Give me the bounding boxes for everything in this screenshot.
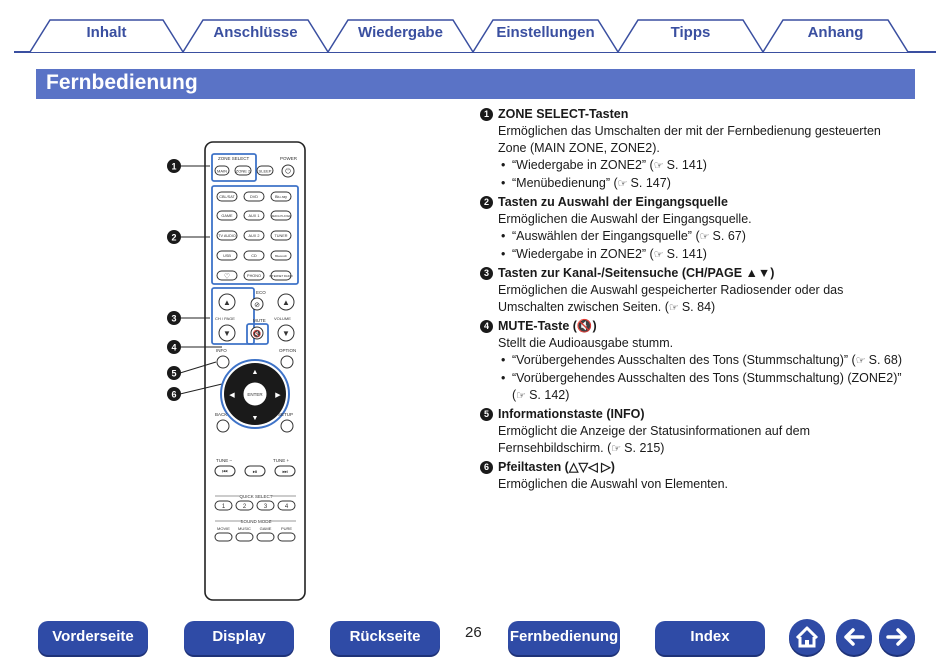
sound-mode-button [278, 533, 295, 541]
tune-minus-label: TUNE – [216, 458, 233, 463]
power-label: POWER [280, 156, 298, 161]
source-button-label: TV AUDIO [218, 234, 236, 238]
source-button-label: GAME [221, 214, 233, 218]
quick-select-number: 2 [242, 504, 247, 510]
source-button-label: AUX 2 [248, 234, 260, 238]
tab-wiedergabe[interactable]: Wiedergabe [358, 24, 443, 41]
ch-up-icon: ▲ [223, 298, 231, 307]
sound-mode-label: PURE [280, 526, 293, 531]
bullet-item: • “Menübedienung” (☞ S. 147) [498, 175, 910, 193]
arrow-left-icon: ◀ [229, 392, 235, 399]
sound-mode-button [236, 533, 253, 541]
item-title: Tasten zur Kanal-/Seitensuche (CH/PAGE ▲▼) [498, 266, 775, 280]
arrow-right-icon: ▶ [275, 392, 281, 399]
back-arrow-button[interactable] [836, 619, 872, 655]
info-button [217, 356, 229, 368]
sound-mode-label: SOUND MODE [240, 519, 272, 524]
description-item [480, 318, 910, 405]
item-heading [480, 265, 910, 282]
quick-select-label: QUICK SELECT [239, 494, 273, 499]
footer-button-index[interactable]: Index [655, 621, 765, 655]
item-number-badge: 4 [480, 320, 493, 333]
home-button[interactable] [789, 619, 825, 655]
arrow-left-icon [836, 619, 872, 655]
item-text: Ermöglichen die Auswahl der Eingangsquelle. [498, 212, 752, 226]
reference-hand-icon: ☞ [611, 443, 625, 455]
tab-anschluesse[interactable]: Anschlüsse [213, 24, 298, 41]
page-number: 26 [465, 624, 482, 641]
svg-text:1: 1 [171, 161, 177, 172]
bullet-item: • “Vorübergehendes Ausschalten des Tons (Stummschaltung) (ZONE2)” (☞ S. 142) [498, 370, 910, 405]
favorite-icon: ♡ [223, 273, 231, 281]
sound-mode-label: MUSIC [238, 526, 251, 531]
svg-text:2: 2 [171, 232, 177, 243]
item-title: Pfeiltasten (△▽◁ ▷) [498, 460, 615, 474]
sleep-button: SLEEP [258, 168, 272, 174]
ch-down-icon: ▼ [223, 329, 231, 338]
arrow-up-icon: ▲ [251, 369, 259, 376]
item-title: Informationstaste (INFO) [498, 407, 645, 421]
source-button-label: INTERNET RADIO [269, 274, 293, 278]
item-body [498, 476, 910, 493]
item-number-badge: 1 [480, 108, 493, 121]
sound-mode-button [215, 533, 232, 541]
reference-hand-icon: ☞ [653, 249, 667, 261]
item-heading [480, 318, 910, 335]
page-reference-link[interactable]: S. 68 [868, 353, 898, 367]
footer-button-rueckseite[interactable]: Rückseite [330, 621, 440, 655]
setup-button [281, 420, 293, 432]
volume-up-icon: ▲ [282, 298, 290, 307]
arrow-right-icon [879, 619, 915, 655]
sound-mode-label: GAME [259, 526, 272, 531]
home-icon [789, 619, 825, 655]
item-heading [480, 194, 910, 211]
source-button-label: TUNER [274, 234, 288, 238]
page-title: Fernbedienung [46, 71, 198, 94]
source-button-label: USB [223, 254, 231, 258]
zone-select-label: ZONE SELECT [218, 156, 250, 161]
item-body [498, 335, 910, 405]
item-body [498, 282, 910, 317]
tab-anhang[interactable]: Anhang [807, 24, 864, 41]
item-body [498, 123, 910, 193]
item-text: Ermöglichen das Umschalten der mit der Fernbedienung gesteuerten Zone (MAIN ZONE, ZONE2). [498, 124, 881, 155]
source-button-label: DVD [249, 195, 259, 199]
back-button [217, 420, 229, 432]
info-label: INFO [216, 348, 227, 353]
back-label: BACK [215, 412, 228, 417]
item-body [498, 211, 910, 264]
source-button-label: PHONO [247, 274, 261, 278]
source-button-label: MEDIA PLAYER [270, 214, 292, 218]
svg-text:4: 4 [171, 342, 177, 353]
tab-einstellungen[interactable]: Einstellungen [496, 24, 595, 41]
page-reference-link[interactable]: S. 147 [630, 176, 667, 190]
power-icon: ⏻ [285, 168, 291, 176]
sound-mode-button [257, 533, 274, 541]
source-button-label: CBL/SAT [219, 195, 235, 199]
mute-label: MUTE [253, 318, 266, 323]
callout-numbers [167, 159, 181, 401]
option-button [281, 356, 293, 368]
volume-down-icon: ▼ [282, 329, 290, 338]
footer-button-fernbedienung[interactable]: Fernbedienung [508, 621, 620, 655]
reference-hand-icon: ☞ [668, 302, 682, 314]
previous-icon: ⏮ [222, 469, 228, 476]
item-text: Stellt die Audioausgabe stumm. [498, 336, 674, 350]
reference-hand-icon: ☞ [516, 390, 530, 402]
arrow-down-icon: ▼ [251, 415, 259, 422]
item-heading [480, 106, 910, 123]
play-pause-icon: ⏯ [252, 469, 258, 476]
bullet-item: • “Wiedergabe in ZONE2” (☞ S. 141) [498, 157, 910, 175]
item-text: Ermöglichen die Auswahl von Elementen. [498, 477, 728, 491]
item-body [498, 423, 910, 458]
svg-text:5: 5 [171, 368, 177, 379]
quick-select-number: 3 [263, 504, 268, 510]
description-item [480, 265, 910, 317]
bullet-item: • “Wiedergabe in ZONE2” (☞ S. 141) [498, 246, 910, 264]
item-title: ZONE SELECT-Tasten [498, 107, 629, 121]
tune-plus-label: TUNE + [273, 458, 290, 463]
option-label: OPTION [279, 348, 297, 353]
item-heading [480, 459, 910, 476]
page-reference-link[interactable]: S. 84 [681, 300, 712, 314]
footer-button-vorderseite[interactable]: Vorderseite [38, 621, 148, 655]
tab-inhalt[interactable]: Inhalt [86, 24, 127, 41]
svg-text:3: 3 [171, 313, 177, 324]
item-text: Ermöglicht die Anzeige der Statusinformationen auf dem Fernsehbildschirm. (☞ S. 215) [498, 424, 810, 455]
page-reference-link[interactable]: S. 67 [712, 229, 742, 243]
remote-control-illustration [160, 136, 320, 606]
item-number-badge: 2 [480, 196, 493, 209]
item-heading [480, 406, 910, 423]
item-number-badge: 5 [480, 408, 493, 421]
source-button-label: AUX 1 [248, 214, 260, 218]
bullet-item: • “Auswählen der Eingangsquelle” (☞ S. 67) [498, 228, 910, 246]
zone-select-buttons [215, 166, 273, 175]
item-number-badge: 6 [480, 461, 493, 474]
zone2-button: ZONE 2 [235, 168, 251, 174]
bullet-item: • “Vorübergehendes Ausschalten des Tons (Stummschaltung)” (☞ S. 68) [498, 352, 910, 370]
description-item [480, 406, 910, 458]
main-zone-button: MAIN [217, 168, 227, 174]
item-number-badge: 3 [480, 267, 493, 280]
item-text: Ermöglichen die Auswahl gespeicherter Radiosender oder das Umschalten zwischen Seiten. (☞ S. 84) [498, 283, 844, 314]
source-button-label: CD [251, 254, 257, 258]
eco-leaf-icon: ⊘ [254, 302, 260, 309]
page-reference-link[interactable]: S. 141 [666, 158, 703, 172]
tab-tipps[interactable]: Tipps [670, 24, 711, 41]
eco-label: ECO [256, 290, 266, 295]
quick-select-number: 1 [221, 504, 226, 510]
reference-hand-icon: ☞ [617, 178, 631, 190]
enter-label: ENTER [247, 392, 263, 397]
reference-hand-icon: ☞ [699, 231, 713, 243]
ch-page-label: CH / PAGE [215, 316, 235, 321]
reference-hand-icon: ☞ [855, 355, 869, 367]
description-item [480, 459, 910, 493]
setup-label: SETUP [278, 412, 294, 417]
mute-icon: 🔇 [252, 331, 262, 338]
sound-mode-label: MOVIE [217, 526, 230, 531]
page-reference-link[interactable]: S. 215 [624, 441, 661, 455]
volume-label: VOLUME [274, 316, 291, 321]
description-item [480, 106, 910, 193]
next-icon: ⏭ [282, 469, 288, 476]
source-button-label: Bluetooth [275, 254, 287, 258]
footer-button-display[interactable]: Display [184, 621, 294, 655]
section-header [36, 69, 915, 99]
svg-text:6: 6 [171, 389, 177, 400]
item-title: Tasten zu Auswahl der Eingangsquelle [498, 195, 728, 209]
description-item [480, 194, 910, 264]
page-reference-link[interactable]: S. 142 [529, 388, 566, 402]
quick-select-number: 4 [284, 504, 289, 510]
source-button-label: Blu-ray [274, 195, 288, 199]
page-reference-link[interactable]: S. 141 [666, 247, 703, 261]
forward-arrow-button[interactable] [879, 619, 915, 655]
description-list [480, 106, 910, 494]
reference-hand-icon: ☞ [653, 160, 667, 172]
item-title: MUTE-Taste (🔇) [498, 319, 597, 333]
